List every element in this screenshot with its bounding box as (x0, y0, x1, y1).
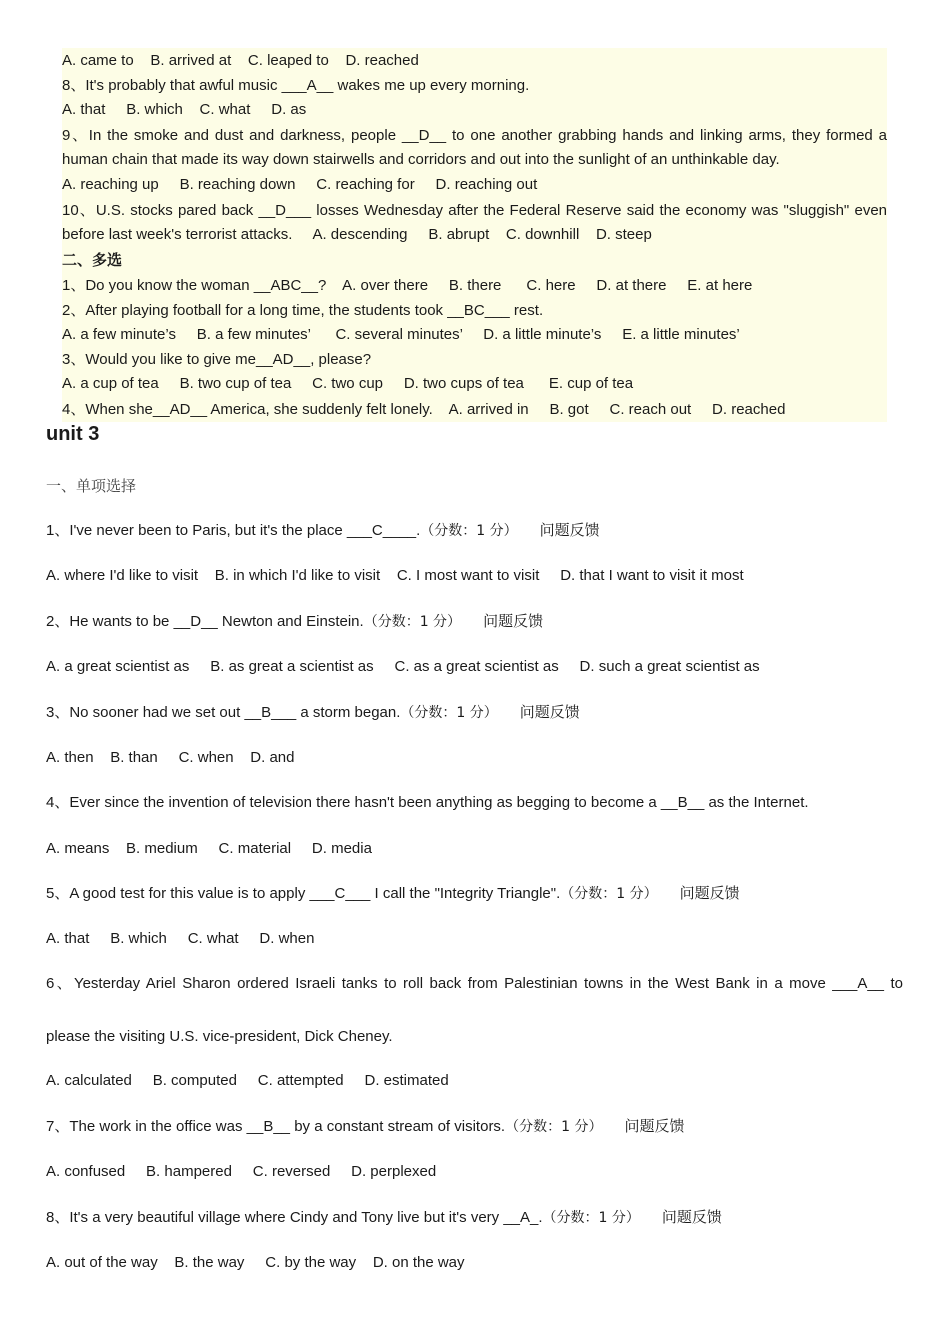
question-8: 8、It's probably that awful music ___A__ wakes me up every morning. (62, 77, 530, 94)
unit-title: unit 3 (46, 423, 100, 445)
unit-question-8: 8、It's a very beautiful village where Cindy and Tony live but it's very __A_.（分数：1 分） 问题反馈 (46, 1208, 722, 1226)
unit-question-6-continued: please the visiting U.S. vice-president, Dick Cheney. (46, 1028, 393, 1045)
option-line: A. where I'd like to visit B. in which I'd like to visit C. I most want to visit D. that I want to visit it most (46, 567, 744, 584)
section-heading-single: 一、单项选择 (46, 477, 137, 495)
option-line: A. confused B. hampered C. reversed D. perplexed (46, 1163, 437, 1180)
feedback-link[interactable]: 问题反馈 (679, 884, 740, 902)
feedback-link[interactable]: 问题反馈 (519, 703, 580, 721)
option-line: A. that B. which C. what D. when (46, 930, 315, 947)
unit-question-5: 5、A good test for this value is to apply ___C___ I call the "Integrity Triangle".（分数：1 分） 问题反馈 (46, 884, 740, 902)
unit-question-3: 3、No sooner had we set out __B___ a storm began.（分数：1 分） 问题反馈 (46, 703, 580, 721)
option-line: A. a few minute’s B. a few minutes’ C. several minutes’ D. a little minute’s E. a little minutes’ (62, 326, 740, 343)
multi-question-4: 4、When she__AD__ America, she suddenly felt lonely. A. arrived in B. got C. reach out D. reached (62, 401, 786, 418)
unit-question-1: 1、I've never been to Paris, but it's the place ___C____.（分数：1 分） 问题反馈 (46, 521, 600, 539)
score-label: （分数：1 分） (400, 705, 498, 721)
option-line: A. calculated B. computed C. attempted D. estimated (46, 1072, 449, 1089)
score-label: （分数：1 分） (542, 1210, 640, 1226)
score-label: （分数：1 分） (560, 886, 658, 902)
option-line: A. out of the way B. the way C. by the way D. on the way (46, 1254, 465, 1271)
option-line: A. then B. than C. when D. and (46, 749, 295, 766)
feedback-link[interactable]: 问题反馈 (624, 1117, 685, 1135)
feedback-link[interactable]: 问题反馈 (661, 1208, 722, 1226)
unit-question-4: 4、Ever since the invention of television there hasn't been anything as begging to become a __B__ as the Internet. (46, 794, 809, 811)
option-line: A. that B. which C. what D. as (62, 101, 307, 118)
question-9-continued: human chain that made its way down stairwells and corridors and out into the sunlight of an unthinkable day. (62, 151, 780, 168)
section-heading-multi: 二、多选 (62, 252, 123, 269)
question-10-continued: before last week's terrorist attacks. A. descending B. abrupt C. downhill D. steep (62, 226, 652, 243)
option-line: A. a great scientist as B. as great a scientist as C. as a great scientist as D. such a great scientist as (46, 658, 760, 675)
score-label: （分数：1 分） (505, 1119, 603, 1135)
multi-question-3: 3、Would you like to give me__AD__, please? (62, 351, 372, 368)
option-line: A. means B. medium C. material D. media (46, 840, 372, 857)
question-10: 10、U.S. stocks pared back __D___ losses Wednesday after the Federal Reserve said the economy was "sluggish" even (62, 202, 887, 219)
score-label: （分数：1 分） (420, 523, 518, 539)
option-line: A. came to B. arrived at C. leaped to D. reached (62, 52, 419, 69)
feedback-link[interactable]: 问题反馈 (539, 521, 600, 539)
unit-question-7: 7、The work in the office was __B__ by a constant stream of visitors.（分数：1 分） 问题反馈 (46, 1117, 685, 1135)
score-label: （分数：1 分） (363, 614, 462, 630)
unit-question-6: 6、Yesterday Ariel Sharon ordered Israeli tanks to roll back from Palestinian towns in the West Bank in a move ___A__ to (46, 975, 903, 992)
option-line: A. reaching up B. reaching down C. reaching for D. reaching out (62, 176, 538, 193)
unit-question-2: 2、He wants to be __D__ Newton and Einstein.（分数：1 分） 问题反馈 (46, 612, 544, 630)
question-9: 9、In the smoke and dust and darkness, people __D__ to one another grabbing hands and linking arms, they formed a (62, 127, 887, 144)
option-line: A. a cup of tea B. two cup of tea C. two cup D. two cups of tea E. cup of tea (62, 375, 634, 392)
multi-question-1: 1、Do you know the woman __ABC__? A. over there B. there C. here D. at there E. at here (62, 277, 753, 294)
multi-question-2: 2、After playing football for a long time, the students took __BC___ rest. (62, 302, 544, 319)
feedback-link[interactable]: 问题反馈 (483, 612, 544, 630)
